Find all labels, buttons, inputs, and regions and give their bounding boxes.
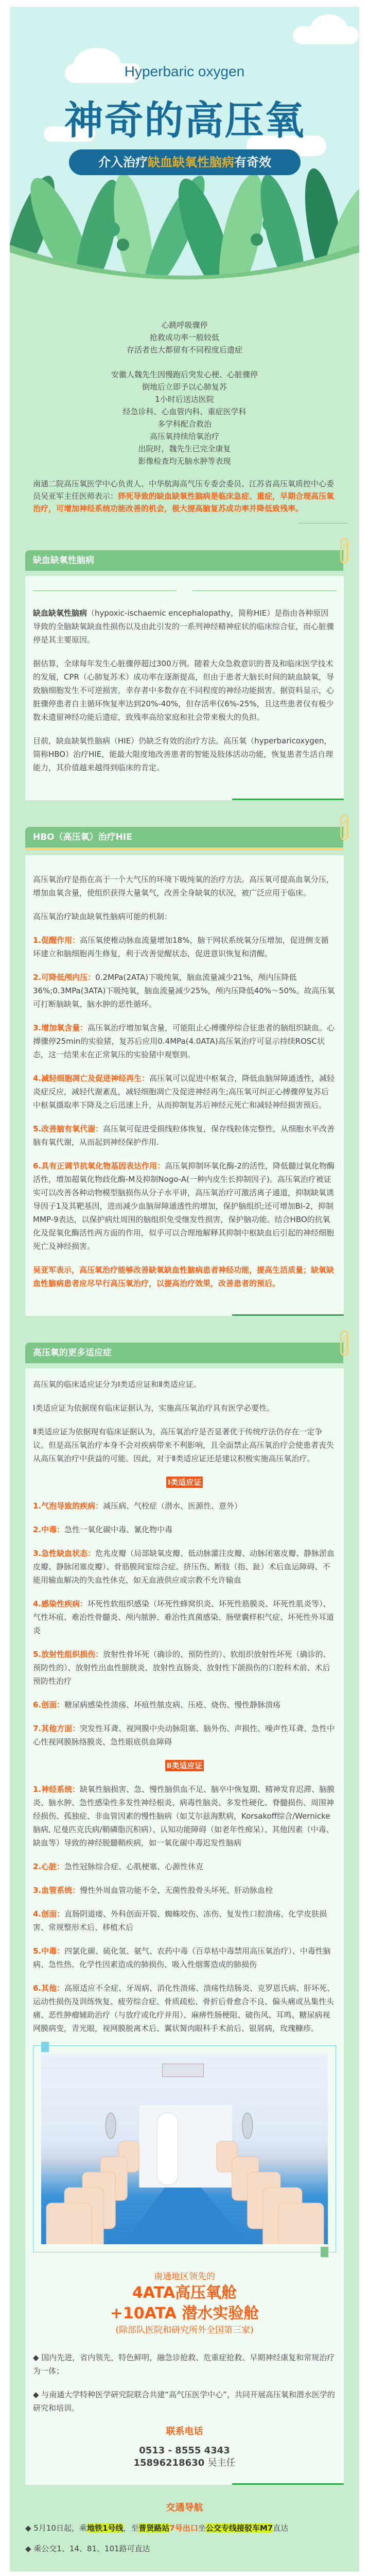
emphasis-text: 5.放射性组织损伤：: [33, 1650, 103, 1659]
article-page: [10, 7, 359, 2571]
emphasis-text: 2.可降低颅内压：: [33, 973, 96, 982]
text-span: （hypoxic-ischaemic encephalopathy，简称HIE）是指由各种原因导致的全脑缺氧缺血性损伤以及由此引发的一系列神经精神症状的临床综合征，而心脏骤停是其主要原因。: [33, 608, 335, 645]
intro-quote: [10, 478, 359, 515]
emphasis-text: 5.中毒：: [33, 1946, 65, 1956]
tagline-part: 有奇效: [234, 155, 271, 170]
emphasis-text: 2.心脏：: [33, 1862, 65, 1871]
hero-subtitle: Hyperbaric oxygen: [124, 63, 245, 79]
intro-line: 出院时，魏先生已完全康复: [138, 444, 231, 453]
emphasis-text: 4.感染性疾病：: [33, 1599, 88, 1608]
emphasis-text: 4.减轻细胞凋亡及促进神经再生：: [33, 1074, 150, 1083]
tag-label: Ⅱ类适应证: [165, 1760, 204, 1771]
paperclip-icon: [340, 1330, 348, 1356]
paragraph: [33, 1263, 336, 1290]
emphasis-text: 2.中毒：: [33, 1525, 65, 1534]
paragraph: [33, 910, 336, 923]
text-span: ◆ 乘公交1、14、81、101路可直达: [25, 2544, 150, 2553]
promo-note: (除部队医院和研究所外全国第三家): [115, 2325, 254, 2335]
phone-number[interactable]: 0513 - 8555 4343: [139, 2445, 230, 2456]
tag-label: Ⅰ类适应证: [166, 1477, 203, 1488]
feature-bullet: [33, 2351, 336, 2378]
paragraph: [33, 934, 336, 960]
text-span: 高压氧可促进受损线粒体恢复，保存线粒体完整性，从细胞水平改善脑有氧代谢，从而起到神经保护作用.: [33, 1124, 335, 1147]
text-span: 缺氧性脑损害、急、慢性脑供血不足、脑卒中恢复期、精神发育迟滞、脑膜炎、脑水肿、急性感染性多发性神经根炎、病毒性脑炎、多发性硬化、脊髓损伤、周围神经损伤、孤独症、非血管因素的慢性脑病（如艾尔兹海默病，Korsakoff综合/Wernicke脑病, 尼曼匹克氏病/鞘磷脂沉积病）、认知功能障碍（如老年性痴呆）、其他因素（中毒、缺血等）导致的神经脱髓鞘疾病，如一氧化碳中毒迟发性脑病: [33, 1785, 335, 1848]
tagline-highlight: 缺血缺氧性脑病: [148, 155, 234, 170]
chamber-interior-graphic: [41, 2054, 328, 2244]
text-span: 高压氧抑制环氧化酶-2的活性，降低髓过氧化物酶活性，增加超氧化物歧化酶-M及抑制Nogo-A(一种内皮生长抑制因子)。高压氧治疗被证实可以改善各种动物模型脑损伤从分子水平讲，高压氧治疗可激活离子通道，抑制缺氧诱导因子1及其靶基因，进而减少血脑屏障通透性的增加，保护脑组织;还可增加Bl-2，抑制MMP-9表达，以保护病灶周围的脑组织免受继发性损害，保护脑功能。结合HBO的抗氧化及促氧化酶活性两方面的作用，似乎可以合理地解释其抑制中枢缺血后引起的神经细胞死亡及神经损害。: [33, 1161, 335, 1251]
intro-line: 1小时后送达医院: [155, 395, 214, 404]
text-span: 急性冠脉综合症、心肌梗塞、心源性休克: [64, 1862, 204, 1871]
emphasis-text: 1.气泡导致的疾病：: [33, 1501, 103, 1511]
section: [10, 550, 359, 800]
intro-line: 倒地后立即予以心肺复苏: [142, 382, 227, 392]
intro-line: 经急诊科、心血管内科、重症医学科: [122, 407, 247, 416]
frame-corner: [41, 2042, 49, 2052]
text-span: 高压氧治疗是指在高于一个大气压的环境下吸纯氧的治疗方法。高压氧可提高血氧分压，增加血氧含量，使组织获得大量氧气，改善全身缺氧的状况，被广泛应用于临床。: [33, 875, 335, 897]
promo-line: 南通地区领先的: [154, 2272, 215, 2282]
text-span: 危兆皮瓣（局部缺氧皮瓣、低动脉灌注皮瓣、动脉闭塞皮瓣、静脉淤血皮瓣、静脉闭塞皮瓣）、骨筋膜间室综合症、挤压伤、断肢（指、趾）术后血运障碍、不能用输血解决的失血性休克，如无血液供应或宗教不允许输血: [33, 1549, 335, 1585]
indication-item: [33, 1648, 336, 1688]
title-lines: [33, 590, 336, 591]
paragraph: [33, 873, 336, 900]
highlighted-text: 普贤路站: [138, 2523, 170, 2533]
hero-tagline: [69, 149, 301, 175]
text-span: 缺血缺氧性脑病: [33, 608, 87, 618]
paragraph: [33, 734, 336, 774]
intro-line: 安徽人魏先生因慢跑后突发心梗、心脏骤停: [111, 370, 258, 379]
intro-line: 抢救成功率一般较低: [149, 333, 219, 342]
indication-item: [33, 1547, 336, 1587]
paragraph: [33, 1159, 336, 1253]
text-span: 坐: [198, 2523, 206, 2533]
text-span: ，至: [123, 2523, 139, 2533]
cloud-decoration: [311, 14, 347, 40]
text-span: Ⅱ类适应证为依据现有临床证据认为，高压氧治疗是否显著优于传统疗法仍存在一定争议。但是高压氧治疗本身不会对疾病带来不利影响，且全面禁止高压氧治疗会使患者丧失从高压氧治疗中获益的可能。因此，对于Ⅱ类适应证还是建议积极实施高压氧治疗。: [33, 1427, 335, 1463]
promo-headline: 4ATA高压氧舱: [132, 2284, 237, 2302]
hero-banner: [10, 7, 359, 281]
intro-lines: [10, 368, 359, 467]
indication-item: [33, 1981, 336, 2035]
section: [10, 827, 359, 1316]
text-span: ◆ 与南通大学特种医学研究院联合共建“高气压医学中心”，共同开展高压氧和潜水医学的研究和培训。: [33, 2390, 335, 2413]
traffic-line: [10, 2522, 359, 2534]
section-card: [25, 855, 344, 1316]
intro-line: 高压氧持续给氧治疗: [149, 432, 219, 441]
indication-item: [33, 1860, 336, 1873]
section-card: [25, 576, 344, 800]
traffic-section: [10, 2485, 359, 2555]
text-span: 糖尿病感染性溃疡、坏疽性脓皮病、压疮、烧伤、慢性静脉溃疡: [64, 1700, 281, 1709]
emphasis-text: 6.创面：: [33, 1700, 65, 1709]
paragraph: [33, 971, 336, 1011]
emphasis-text: 6.具有正调节抗氧化物基因表达作用：: [33, 1161, 165, 1171]
intro-line: 影像检查均无脑水肿等表现: [138, 456, 231, 466]
emphasis-text: 5.改善脑有氧代谢：: [33, 1124, 103, 1133]
indication-class-tag: [33, 1476, 336, 1489]
text-span: ◆ 国内先进，省内领先，特色鲜明，融急诊抢救、危重症抢救、早期神经康复和常规治疗为一体；: [33, 2353, 335, 2376]
text-span: 据估算，全球每年发生心脏骤停超过300万例。随着大众急救意识的普及和临床医学技术的发展，CPR（心肺复苏术）成功率在逐渐提高，但由于患者大脑长时间的缺血缺氧，导致脑细胞发生不可逆损害，幸存者中多数存在不同程度的神经功能损害。据资料显示，心脏骤停患者自主循环恢复率达到20%-40%，但存活率仅6%-25%，且这些患者仅有极少数未遗留神经功能后遗症，致残率高给家庭和社会带来极大的负担。: [33, 659, 335, 722]
emphasis-text: 6.其他：: [33, 1984, 65, 1993]
section-header: HBO（高压氧）治疗HIE: [25, 827, 343, 850]
text-span: 南通二院高压氧医学中心负责人、中华航海高气压专委会委员、江苏省高压氧质控中心委员吴亚军主任医师表示：: [33, 479, 335, 501]
text-span: 高压氧可以促进中枢氧合，降低血脑屏障通透性，减轻炎症反应，减轻代谢紊乱，减轻细胞凋亡及促进神经再生;高压氧可纠正心搏骤停复苏后中枢氧摄取率下降及之后迅速上升，从而抑制复苏后神经元死亡和减轻神经损害预后。: [33, 1074, 335, 1110]
emphasis-text: 4.创面：: [33, 1909, 65, 1919]
text-span: 高压氧使椎动脉血流量增加18%，脑干网状系统氧分压增加，促进侧支循环建立和脑细胞再生修复，利于改善觉醒状态，促进意识恢复和清醒。: [33, 936, 329, 958]
quote-text: [33, 478, 336, 515]
contact-title: 联系电话: [166, 2426, 203, 2437]
tagline-part: 介入治疗: [98, 155, 148, 170]
text-span: 直肠阴道瘘、外科创面开裂、蜘蛛咬伤、冻伤、复发性口腔溃疡、化学皮肤损害、常规整形术后、移植术后: [33, 1909, 327, 1932]
indication-item: [33, 1884, 336, 1897]
indication-item: [33, 1698, 336, 1711]
paragraph: [33, 1021, 336, 1061]
text-span: 突发性耳聋、视网膜中央动脉阻塞、脑外伤、声损性、噪声性耳聋、急性中心性视网膜脉络膜炎、急性眼底供血障碍: [33, 1724, 335, 1747]
decor-line: [192, 590, 336, 591]
text-span: 高压氧治疗缺血缺氧性脑病可能的机制：: [33, 912, 172, 921]
contact-person: 吴主任: [207, 2458, 236, 2468]
emphasis-text: 7.其他方面：: [33, 1724, 80, 1733]
intro-lines: [10, 319, 359, 356]
text-span: 急性一氧化碳中毒、氰化物中毒: [64, 1525, 173, 1534]
frame-corner: [321, 2247, 328, 2257]
emphasis-text: 1.促醒作用：: [33, 936, 80, 945]
traffic-title: 交通导航: [166, 2502, 203, 2513]
section-header: 高压氧的更多适应症: [25, 1343, 343, 1363]
indication-item: [33, 1907, 336, 1934]
indication-item: [33, 1783, 336, 1850]
intro-line: 存活者也大都留有不同程度后遗症: [126, 345, 242, 354]
paperclip-icon: [340, 815, 348, 840]
indication-item: [33, 1722, 336, 1749]
text-span: 高压氧治疗增加氧含量，可能阻止心搏骤停综合征患者的脑组织缺血。心搏骤停25min的实验猪，复苏后应用0.4MPa(4.0ATA)高压氧治疗可显示持续ROSC状态，这一结果未在正常氧压的实验猪中观察到。: [33, 1023, 335, 1059]
phone-number[interactable]: 15896218630: [133, 2458, 205, 2468]
emphasis-text: 1.神经系统：: [33, 1785, 80, 1794]
indication-class-tag: [33, 1759, 336, 1772]
text-span: 目前，缺血缺氧性脑病（HIE）仍缺乏有效的治疗方法。高压氧（hyperbaricoxygen，简称HBO）治疗HIE，能最大限度地改善患者的智能及肢体活动功能，恢复患者生活自理能力，其价值越来越得到临床的肯定。: [33, 736, 333, 772]
contact-block: [33, 2425, 336, 2469]
paragraph: [33, 657, 336, 724]
text-span: 直达: [273, 2523, 289, 2533]
text-span: 放射性骨坏死（确诊的、预防性的）、软组织放射性坏死（确诊的、预防性的）、放射性出血性膀胱炎、放射性直肠炎、放射性下颌损伤的口腔科术前、术后预防性治疗: [33, 1650, 331, 1686]
indication-item: [33, 1944, 336, 1971]
text-span: Ⅰ类适应证为依据现有临床证据认为，实施高压氧治疗具有医学必要性。: [33, 1403, 275, 1413]
text-span: 减压病、气栓症（潜水、医源性、意外）: [103, 1501, 242, 1511]
text-span: 四氯化碳、硫化氢、氨气、农药中毒（百草枯中毒禁用高压氧治疗）、中毒性脑病、急性热、化学性因素造成的肺损伤、吸入性烟雾造成的肺损伤: [33, 1946, 331, 1969]
feature-bullet: [33, 2388, 336, 2415]
text-span: 高压氧的临床适应证分为Ⅰ类适应证和Ⅱ类适应证。: [33, 1380, 201, 1389]
promo-block: [33, 2270, 336, 2336]
emphasis-text: 3.血管系统：: [33, 1886, 80, 1895]
text-span: 高原适应不全症、牙周病、消化性溃疡、溃疡性结肠炎、克罗恩氏病、肝坏死、运动性损伤及训练恢复、疲劳综合症、骨质疏松、骨折后骨愈合不良、偏头痛或丛集性头痛、恶性肿瘤辅助治疗（与放疗或化疗并用）、麻痹性肠梗阻、破伤风、耳鸣、糖尿病视网膜病变，青光眼，视网膜脱离术后、翼状胬肉眼科手术前后、银屑病，玫瑰糠疹。: [33, 1984, 335, 2033]
indication-item: [33, 1523, 336, 1536]
intro-line: 心跳呼吸骤停: [161, 320, 208, 330]
paragraph: [33, 1425, 336, 1465]
intro-line: 多学科配合救治: [157, 419, 212, 429]
section-card: [25, 1368, 344, 2485]
section: [10, 1343, 359, 2485]
text-span: 0.2MPa(2ATA)下吸纯氧，脑血流量减少21%，颅内压降低36%;0.3MPa(3ATA)下吸纯氧，脑血流量减少25%，颅内压降低40%～50%。故高压氧可打断脑缺氧、脑水肿的恶性循环。: [33, 973, 335, 1009]
emphasis-text: 7号出口: [169, 2523, 198, 2533]
indication-item: [33, 1597, 336, 1637]
paragraph: [33, 1122, 336, 1149]
phone-line: [33, 2457, 336, 2469]
text-span: ◆ 5月10日起，乘: [25, 2523, 87, 2533]
indication-item: [33, 1499, 336, 1513]
paragraph: [33, 1072, 336, 1112]
emphasis-text: 吴亚军表示，高压氧治疗能够改善缺氧缺血性脑病患者神经功能，提高生活质量；缺氧缺血性脑病患者应尽早行高压氧治疗，以提高治疗效果，改善患者的预后。: [33, 1265, 335, 1288]
highlighted-text: 公交专线接驳车M7: [205, 2523, 273, 2533]
hyperbaric-chamber-photo: [41, 2054, 328, 2244]
leaves-illustration: [10, 167, 359, 281]
highlighted-text: 地铁1号线: [86, 2523, 124, 2533]
text-span: 慢性外周血管功能不全、无菌性股骨头坏死、肝动脉血栓: [80, 1886, 273, 1895]
intro-story: [10, 281, 359, 523]
traffic-line: [10, 2543, 359, 2555]
photo-frame: [33, 2045, 336, 2252]
paragraph: [33, 606, 336, 647]
hero-title: 神奇的高压氧: [64, 97, 305, 143]
emphasis-text: 猝死导致的缺血缺氧性脑病是临床急症、重症，早期合理高压氧治疗，可增加神经系统功能改善的机会，极大提高脑复苏成功率并降低致残率。: [33, 492, 335, 513]
decor-line: [33, 590, 177, 591]
section-header: 缺血缺氧性脑病: [25, 550, 343, 571]
paragraph: [33, 1401, 336, 1415]
emphasis-text: 3.急性缺血状态：: [33, 1549, 96, 1558]
emphasis-text: 3.增加氧含量：: [33, 1023, 88, 1032]
promo-headline: +10ATA 潜水实验舱: [110, 2304, 259, 2323]
text-span: 坏死性软组织感染（坏死性蜂窝织炎、坏死性筋膜炎、坏死性肌炎等）、气性坏疽、难治性骨髓炎、颅内脓肿、难治性真菌感染、肠壁囊样积气症、坏死性外耳道炎: [33, 1599, 335, 1635]
paragraph: [33, 1378, 336, 1391]
paperclip-icon: [340, 538, 348, 564]
